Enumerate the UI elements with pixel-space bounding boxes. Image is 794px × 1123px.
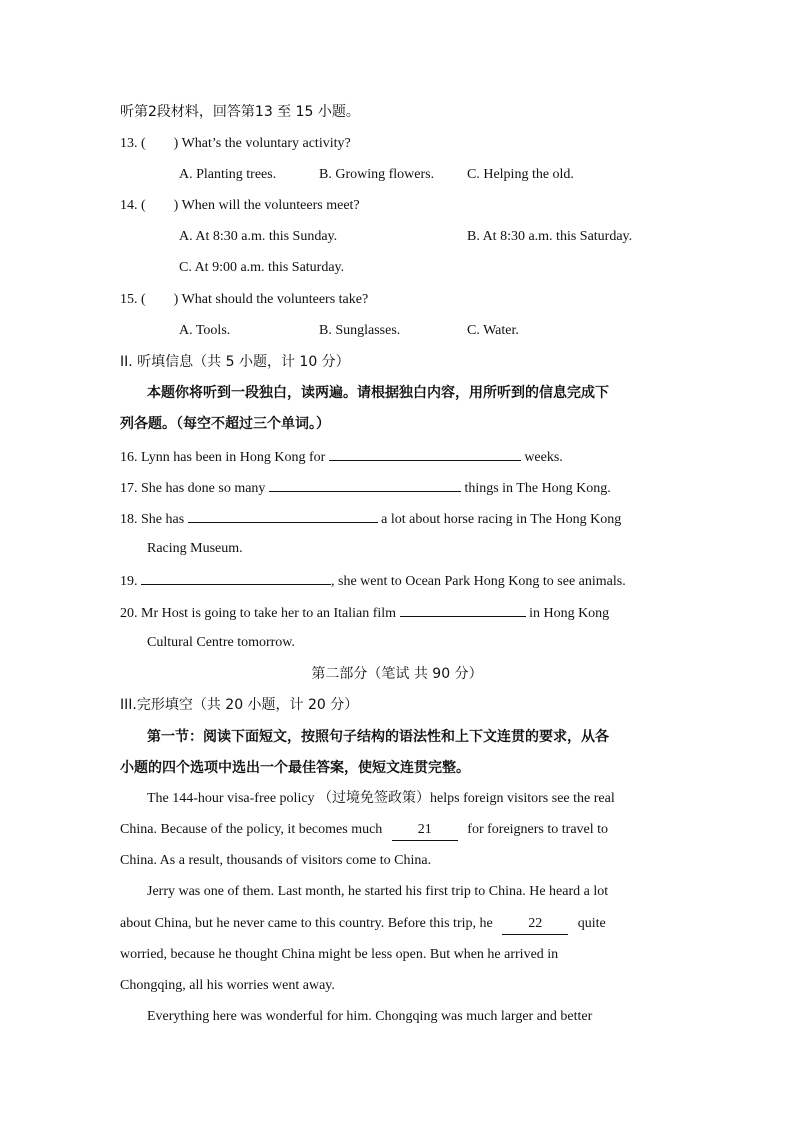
option-a: A. At 8:30 a.m. this Sunday. xyxy=(179,229,338,244)
option-c: C. Water. xyxy=(467,323,519,338)
section-heading: 听第2段材料，回答第13 至 15 小题。 xyxy=(120,104,360,120)
question-16: 16. Lynn has been in Hong Kong for weeks. xyxy=(120,446,563,468)
question-20: 20. Mr Host is going to take her to an Italian film in Hong Kong xyxy=(120,602,609,624)
question-number: 13. ( xyxy=(120,136,146,151)
passage-line: China. As a result, thousands of visitors come to China. xyxy=(120,853,432,868)
option-b: B. At 8:30 a.m. this Saturday. xyxy=(467,229,633,244)
passage-line: China. Because of the policy, it becomes much 21 for foreigners to travel to xyxy=(120,820,608,841)
question-20-continued: Cultural Centre tomorrow. xyxy=(147,635,296,650)
option-a: A. Planting trees. xyxy=(179,167,277,182)
passage-line: worried, because he thought China might be less open. But when he arrived in xyxy=(120,947,559,962)
passage-line: Everything here was wonderful for him. Chongqing was much larger and better xyxy=(147,1009,593,1024)
option-c: C. At 9:00 a.m. this Saturday. xyxy=(179,260,345,275)
question-17: 17. She has done so many things in The Hong Kong. xyxy=(120,477,611,499)
section-title: 第二部分（笔试 共 90 分） xyxy=(311,666,483,682)
part-iii-instructions-line1: 第一节：阅读下面短文，按照句子结构的语法性和上下文连贯的要求，从各 xyxy=(147,729,609,745)
answer-blank[interactable] xyxy=(329,446,521,461)
answer-blank[interactable] xyxy=(269,477,461,492)
question-stem: What should the volunteers take? xyxy=(181,292,369,307)
passage-line: The 144-hour visa-free policy （过境免签政策）helps foreign visitors see the real xyxy=(147,791,615,806)
part-ii-heading: II. 听填信息（共 5 小题，计 10 分） xyxy=(120,354,350,370)
question-15: 15. ( ) What should the volunteers take? xyxy=(120,292,369,307)
option-b: B. Growing flowers. xyxy=(319,167,435,182)
option-b: B. Sunglasses. xyxy=(319,323,401,338)
passage-line: Chongqing, all his worries went away. xyxy=(120,978,335,993)
part-ii-instructions-line1: 本题你将听到一段独白，读两遍。请根据独白内容，用所听到的信息完成下 xyxy=(147,385,609,401)
answer-blank[interactable] xyxy=(188,508,378,523)
question-18-continued: Racing Museum. xyxy=(147,541,243,556)
question-14: 14. ( ) When will the volunteers meet? xyxy=(120,198,360,213)
question-number: 14. ( xyxy=(120,198,146,213)
answer-blank[interactable] xyxy=(400,602,526,617)
part-ii-instructions-line2: 列各题。（每空不超过三个单词。） xyxy=(120,416,330,432)
option-c: C. Helping the old. xyxy=(467,167,574,182)
blank-22[interactable]: 22 xyxy=(502,914,568,935)
option-a: A. Tools. xyxy=(179,323,231,338)
question-19: 19. , she went to Ocean Park Hong Kong to see animals. xyxy=(120,570,626,592)
question-13: 13. ( ) What’s the voluntary activity? xyxy=(120,136,351,151)
question-18: 18. She has a lot about horse racing in The Hong Kong xyxy=(120,508,621,530)
passage-line: Jerry was one of them. Last month, he started his first trip to China. He heard a lot xyxy=(147,884,609,899)
blank-21[interactable]: 21 xyxy=(392,820,458,841)
part-iii-instructions-line2: 小题的四个选项中选出一个最佳答案，使短文连贯完整。 xyxy=(120,760,470,776)
answer-blank[interactable] xyxy=(141,570,331,585)
question-stem: What’s the voluntary activity? xyxy=(181,136,351,151)
question-stem: When will the volunteers meet? xyxy=(181,198,360,213)
question-number: 15. ( xyxy=(120,292,146,307)
passage-line: about China, but he never came to this country. Before this trip, he 22 quite xyxy=(120,914,606,935)
part-iii-heading: III.完形填空（共 20 小题，计 20 分） xyxy=(120,697,359,713)
